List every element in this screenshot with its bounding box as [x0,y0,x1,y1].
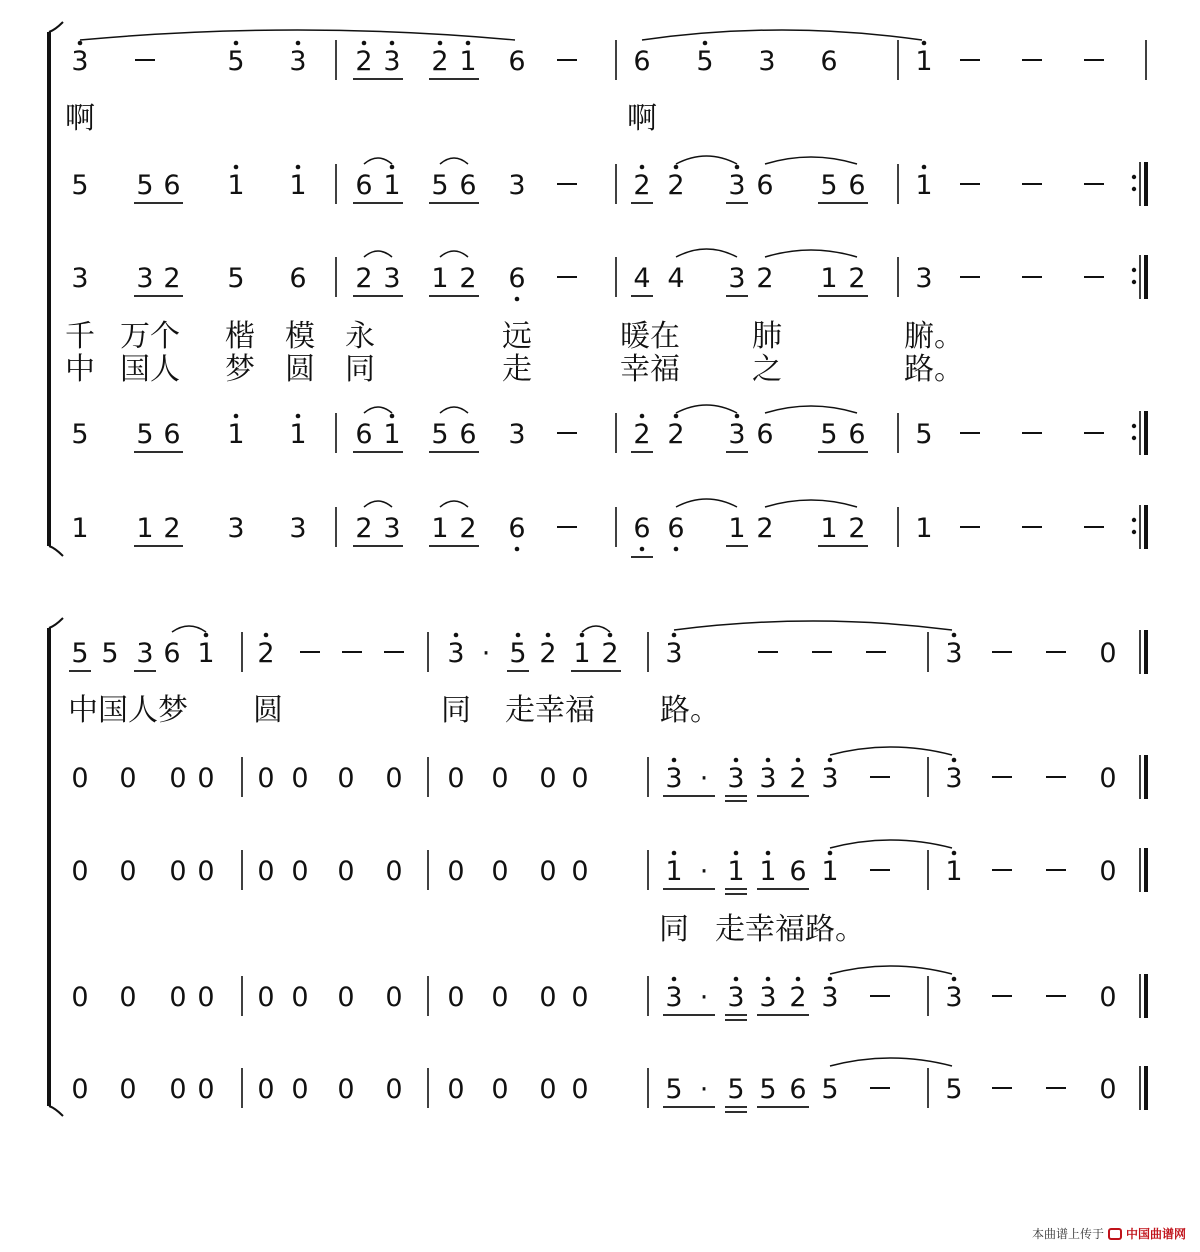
note: 1 [915,170,933,201]
note: 0 [447,1074,465,1105]
repeat-dot [1132,424,1136,428]
note: 0 [491,1074,509,1105]
slur [364,251,392,257]
note: 3 [136,638,154,669]
octave-dot-high [952,758,957,763]
note: 6 [756,170,774,201]
note: 5 [820,419,838,450]
note: 1 [915,46,933,77]
note: 1 [820,263,838,294]
octave-dot-high [204,633,209,638]
note: 0 [119,1074,137,1105]
slur [676,156,737,164]
note: 0 [119,856,137,887]
slur [172,626,206,632]
slur [364,158,392,164]
note: 6 [508,46,526,77]
note: 0 [491,856,509,887]
note: 2 [431,46,449,77]
note: 6 [667,513,685,544]
slur [830,966,952,974]
lyric-syllable: 路。 [904,352,964,387]
note: 3 [383,263,401,294]
augmentation-dot: · [699,1074,709,1105]
note: 0 [571,763,589,794]
octave-dot-high [264,633,269,638]
note: 1 [665,856,683,887]
lyric-syllable: 远 [502,319,532,354]
note: 0 [291,1074,309,1105]
note: 3 [136,263,154,294]
note: 6 [633,46,651,77]
augmentation-dot: · [699,763,709,794]
note: 1 [915,513,933,544]
lyric-syllable: 之 [752,352,782,387]
slur [440,251,468,257]
note: 3 [289,513,307,544]
note: 0 [539,856,557,887]
lyric-syllable: 千 [65,319,95,354]
note: 5 [696,46,714,77]
slur [364,501,392,507]
octave-dot-high [390,414,395,419]
note: 0 [71,763,89,794]
slur [765,406,857,413]
octave-dot-high [828,977,833,982]
note: 2 [601,638,619,669]
slur [830,747,952,755]
note: 3 [728,419,746,450]
note: 0 [119,982,137,1013]
note: 5 [227,263,245,294]
note: 3 [915,263,933,294]
slur [765,250,857,257]
note: 6 [756,419,774,450]
augmentation-dot: · [481,638,491,669]
octave-dot-high [796,758,801,763]
note: 2 [355,263,373,294]
octave-dot-high [362,41,367,46]
lyric-syllable: 走 [502,352,532,387]
lyric-syllable: 啊 [627,101,657,136]
note: 3 [508,170,526,201]
note: 1 [728,513,746,544]
note: 1 [197,638,215,669]
octave-dot-high [608,633,613,638]
slur [830,840,952,848]
note: 6 [508,263,526,294]
octave-dot-high [674,414,679,419]
note: 3 [758,46,776,77]
note: 3 [759,763,777,794]
note: 2 [633,419,651,450]
note: 6 [820,46,838,77]
note: 3 [945,638,963,669]
lyric-syllable: 中国人梦 [68,693,188,728]
note: 5 [101,638,119,669]
octave-dot-high [766,851,771,856]
octave-dot-high [546,633,551,638]
note: 0 [447,982,465,1013]
note: 3 [665,982,683,1013]
note: 0 [257,763,275,794]
octave-dot-high [296,414,301,419]
augmentation-dot: · [699,982,709,1013]
note: 0 [169,1074,187,1105]
octave-dot-high [952,851,957,856]
note: 0 [291,982,309,1013]
octave-dot-high [78,41,83,46]
octave-dot-high [672,758,677,763]
octave-dot-high [735,414,740,419]
note: 0 [197,1074,215,1105]
note: 2 [459,513,477,544]
footer [1032,1225,1186,1242]
note: 6 [459,419,477,450]
note: 2 [257,638,275,669]
slur [642,30,922,40]
note: 0 [257,1074,275,1105]
slur [364,407,392,413]
octave-dot-high [828,758,833,763]
repeat-dot [1132,518,1136,522]
note: 1 [821,856,839,887]
note: 0 [385,1074,403,1105]
note: 0 [385,763,403,794]
note: 0 [447,856,465,887]
note: 3 [71,263,89,294]
octave-dot-high [640,414,645,419]
note: 0 [539,982,557,1013]
note: 6 [789,856,807,887]
note: 6 [355,170,373,201]
note: 2 [459,263,477,294]
note: 3 [508,419,526,450]
note: 3 [383,46,401,77]
octave-dot-high [234,414,239,419]
note: 5 [136,419,154,450]
slur [676,405,737,413]
note: 0 [119,763,137,794]
note: 0 [169,982,187,1013]
note: 1 [759,856,777,887]
note: 6 [508,513,526,544]
note: 4 [633,263,651,294]
note: 0 [385,856,403,887]
slur [676,499,737,507]
note: 0 [257,856,275,887]
octave-dot-high [766,977,771,982]
slur [676,249,737,257]
note: 0 [1099,982,1117,1013]
repeat-dot [1132,187,1136,191]
slur [765,500,857,507]
slur [830,1058,952,1066]
octave-dot-high [952,977,957,982]
slur [440,501,468,507]
note: 6 [848,419,866,450]
octave-dot-low [515,297,520,302]
octave-dot-low [674,547,679,552]
lyric-syllable: 永 [345,319,375,354]
slur [440,158,468,164]
note: 2 [848,513,866,544]
note: 2 [667,170,685,201]
lyric-syllable: 啊 [65,101,95,136]
note: 6 [633,513,651,544]
note: 3 [71,46,89,77]
note: 6 [163,419,181,450]
bracket-hook-bottom [49,546,63,556]
note: 0 [197,763,215,794]
octave-dot-low [515,547,520,552]
octave-dot-high [390,41,395,46]
note: 3 [945,763,963,794]
slur [80,30,515,40]
note: 2 [756,513,774,544]
lyric-syllable: 暖在 [620,319,680,354]
note: 6 [289,263,307,294]
note: 5 [509,638,527,669]
repeat-dot [1132,268,1136,272]
note: 5 [759,1074,777,1105]
note: 2 [355,46,373,77]
octave-dot-high [234,165,239,170]
note: 0 [539,1074,557,1105]
octave-dot-high [734,758,739,763]
note: 5 [431,419,449,450]
octave-dot-high [735,165,740,170]
note: 1 [289,170,307,201]
note: 0 [539,763,557,794]
note: 0 [337,1074,355,1105]
octave-dot-high [922,165,927,170]
note: 3 [821,763,839,794]
note: 0 [71,1074,89,1105]
lyric-syllable: 国人 [120,352,180,387]
repeat-dot [1132,530,1136,534]
note: 1 [727,856,745,887]
note: 2 [756,263,774,294]
note: 5 [727,1074,745,1105]
note: 6 [355,419,373,450]
note: 3 [289,46,307,77]
note: 0 [1099,763,1117,794]
note: 1 [383,419,401,450]
octave-dot-high [796,977,801,982]
lyric-syllable: 走幸福路。 [715,912,865,947]
octave-dot-high [672,851,677,856]
note: 0 [197,982,215,1013]
note: 1 [71,513,89,544]
note: 1 [945,856,963,887]
note: 2 [163,513,181,544]
note: 0 [571,1074,589,1105]
note: 2 [789,982,807,1013]
note: 6 [848,170,866,201]
octave-dot-high [640,165,645,170]
lyric-syllable: 楷 [225,319,255,354]
octave-dot-high [466,41,471,46]
lyric-syllable: 腑。 [904,319,964,354]
note: 5 [71,638,89,669]
octave-dot-high [438,41,443,46]
note: 1 [227,170,245,201]
note: 0 [337,856,355,887]
lyric-syllable: 同 [345,352,375,387]
note: 0 [169,856,187,887]
octave-dot-high [952,633,957,638]
lyric-syllable: 模 [285,319,315,354]
note: 4 [667,263,685,294]
lyric-syllable: 圆 [285,352,315,387]
note: 0 [291,856,309,887]
note: 5 [820,170,838,201]
note: 5 [431,170,449,201]
repeat-dot [1132,280,1136,284]
octave-dot-high [580,633,585,638]
note: 3 [727,763,745,794]
note: 1 [820,513,838,544]
note: 1 [573,638,591,669]
note: 1 [289,419,307,450]
lyric-syllable: 同 [441,693,471,728]
lyric-syllable: 幸福 [620,352,680,387]
note: 0 [257,982,275,1013]
octave-dot-high [766,758,771,763]
note: 1 [431,513,449,544]
note: 3 [727,982,745,1013]
note: 6 [163,638,181,669]
slur [674,621,952,630]
note: 0 [1099,1074,1117,1105]
note: 6 [459,170,477,201]
lyric-syllable: 同 [659,912,689,947]
note: 0 [291,763,309,794]
note: 0 [571,856,589,887]
bracket-hook-top [49,22,63,32]
lyric-syllable: 梦 [225,352,255,387]
octave-dot-high [516,633,521,638]
note: 3 [945,982,963,1013]
note: 0 [1099,638,1117,669]
octave-dot-high [672,633,677,638]
note: 3 [665,638,683,669]
note: 5 [136,170,154,201]
note: 3 [728,170,746,201]
lyric-syllable: 路。 [660,693,720,728]
octave-dot-high [828,851,833,856]
note: 3 [759,982,777,1013]
note: 3 [821,982,839,1013]
augmentation-dot: · [699,856,709,887]
note: 2 [667,419,685,450]
repeat-dot [1132,436,1136,440]
octave-dot-low [640,547,645,552]
octave-dot-high [674,165,679,170]
note: 0 [491,763,509,794]
note: 6 [789,1074,807,1105]
note: 1 [459,46,477,77]
note: 1 [227,419,245,450]
octave-dot-high [734,851,739,856]
note: 3 [383,513,401,544]
note: 2 [355,513,373,544]
note: 2 [539,638,557,669]
note: 3 [227,513,245,544]
note: 0 [71,982,89,1013]
note: 0 [197,856,215,887]
bracket-hook-bottom [49,1106,63,1116]
note: 2 [633,170,651,201]
octave-dot-high [922,41,927,46]
slur [582,626,610,632]
lyric-syllable: 万个 [120,319,180,354]
note: 5 [915,419,933,450]
note: 5 [665,1074,683,1105]
note: 0 [385,982,403,1013]
note: 1 [136,513,154,544]
lyric-syllable: 肺 [752,319,782,354]
slur [765,157,857,164]
lyric-syllable: 中 [65,352,95,387]
note: 6 [163,170,181,201]
note: 0 [169,763,187,794]
octave-dot-high [234,41,239,46]
note: 3 [728,263,746,294]
octave-dot-high [672,977,677,982]
note: 2 [848,263,866,294]
note: 3 [447,638,465,669]
note: 2 [789,763,807,794]
bracket-hook-top [49,618,63,628]
note: 5 [71,170,89,201]
note: 5 [71,419,89,450]
note: 0 [337,763,355,794]
note: 5 [227,46,245,77]
slur [440,407,468,413]
octave-dot-high [734,977,739,982]
note: 2 [163,263,181,294]
lyric-syllable: 圆 [253,693,283,728]
note: 0 [491,982,509,1013]
note: 0 [571,982,589,1013]
lyric-syllable: 走幸福 [505,693,595,728]
octave-dot-high [454,633,459,638]
note: 0 [71,856,89,887]
note: 5 [945,1074,963,1105]
note: 1 [431,263,449,294]
site-logo-icon [1108,1228,1122,1240]
octave-dot-high [390,165,395,170]
note: 5 [821,1074,839,1105]
note: 3 [665,763,683,794]
octave-dot-high [703,41,708,46]
repeat-dot [1132,175,1136,179]
octave-dot-high [296,41,301,46]
note: 0 [337,982,355,1013]
upload-note: 本曲谱上传于 [1031,1227,1104,1241]
note: 0 [1099,856,1117,887]
site-name: 中国曲谱网 [1125,1227,1186,1241]
octave-dot-high [296,165,301,170]
note: 1 [383,170,401,201]
note: 0 [447,763,465,794]
